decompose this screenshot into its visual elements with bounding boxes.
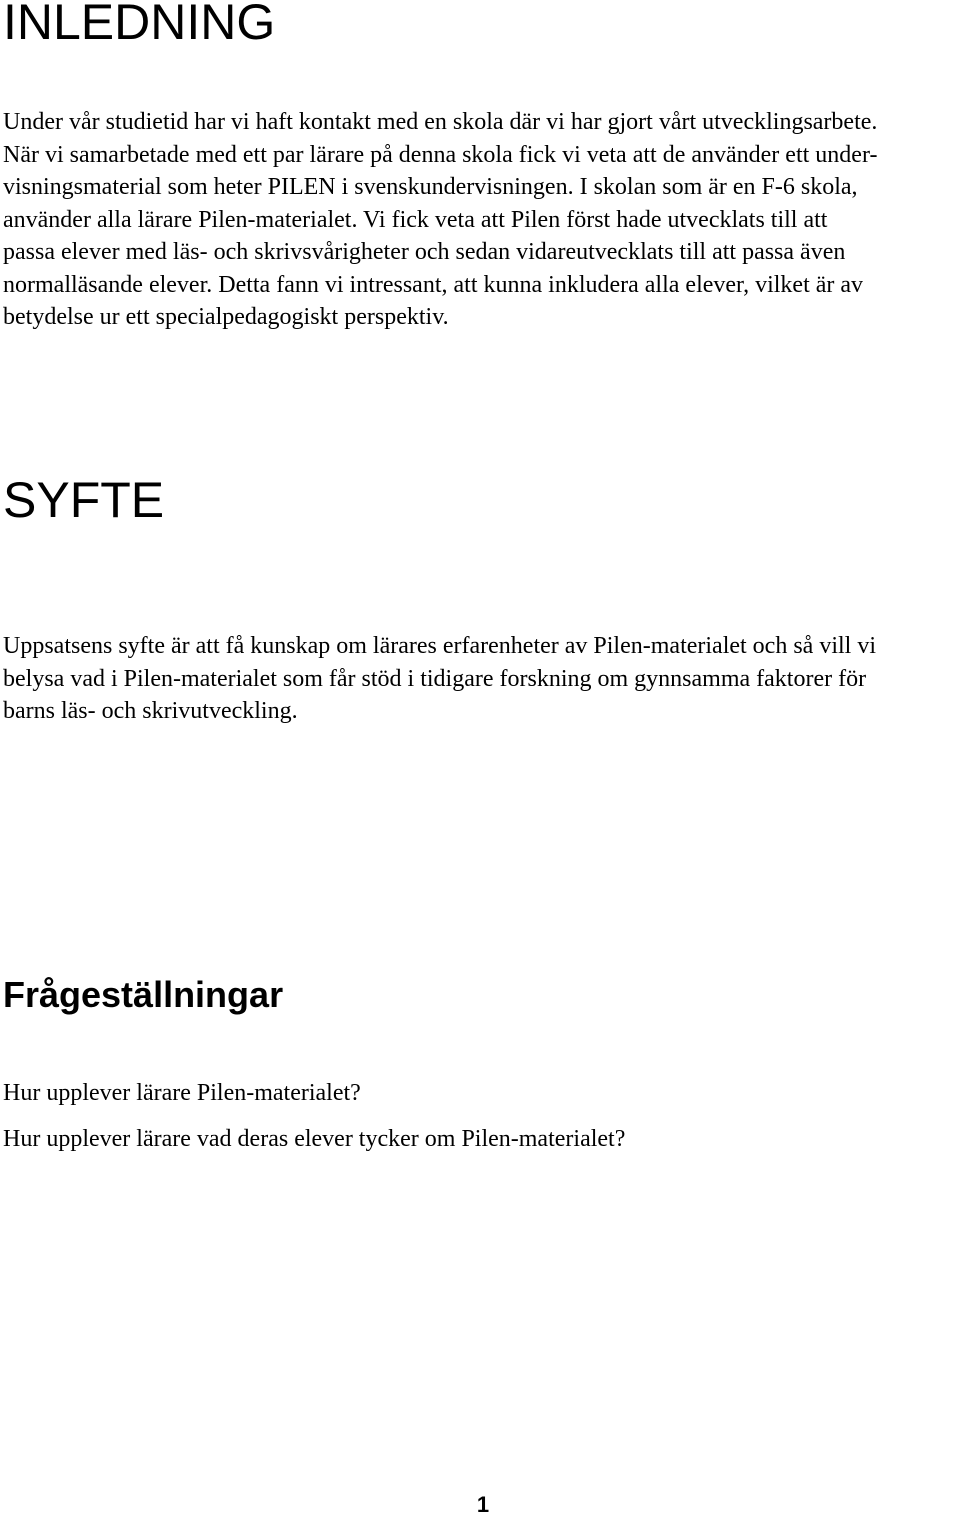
- intro-line: När vi samarbetade med ett par lärare på denna skola fick vi veta att de använder ett under-: [3, 141, 878, 168]
- purpose-heading: SYFTE: [3, 472, 165, 528]
- purpose-line: Uppsatsens syfte är att få kunskap om lärares erfarenheter av Pilen-materialet och så vill vi: [3, 633, 876, 659]
- intro-heading: INLEDNING: [3, 0, 276, 50]
- intro-paragraph: [3, 106, 957, 334]
- intro-line: normalläsande elever. Detta fann vi intressant, att kunna inkludera alla elever, vilket är av: [3, 271, 864, 298]
- intro-line: visningsmaterial som heter PILEN i svenskundervisningen. I skolan som är en F-6 skola,: [3, 174, 858, 200]
- purpose-line: belysa vad i Pilen-materialet som får stöd i tidigare forskning om gynnsamma faktorer för: [3, 665, 867, 692]
- purpose-line: barns läs- och skrivutveckling.: [3, 698, 298, 724]
- purpose-paragraph: [3, 630, 957, 728]
- question-item: Hur upplever lärare Pilen-materialet?: [3, 1080, 361, 1106]
- page-number: 1: [476, 1492, 490, 1517]
- intro-line: Under vår studietid har vi haft kontakt med en skola där vi har gjort vårt utvecklingsarbete.: [3, 109, 878, 135]
- intro-line: passa elever med läs- och skrivsvårigheter och sedan vidareutvecklats till att passa även: [3, 239, 846, 265]
- intro-line: betydelse ur ett specialpedagogiskt perspektiv.: [3, 304, 449, 330]
- intro-line: använder alla lärare Pilen-materialet. Vi fick veta att Pilen först hade utvecklats till att: [3, 206, 828, 233]
- question-item: Hur upplever lärare vad deras elever tycker om Pilen-materialet?: [3, 1126, 626, 1152]
- questions-heading: Frågeställningar: [3, 974, 284, 1015]
